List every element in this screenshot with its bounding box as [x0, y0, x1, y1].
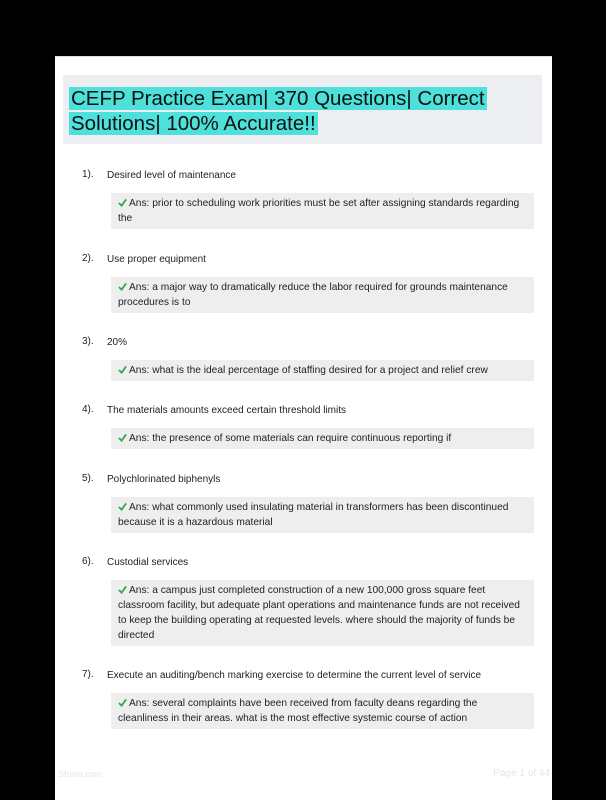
checkmark-icon: [118, 502, 127, 511]
answer-text: Ans: a campus just completed construction of a new 100,000 gross square feet classroom facility, but adequate plant operations and maintenance funds are not received to keep the building operating at requested levels. where should the majority of funds be directed: [118, 585, 520, 641]
answer-box: [111, 360, 534, 381]
footer-page-number: Page 1 of 44: [493, 768, 550, 779]
document-page: [55, 57, 552, 800]
checkmark-icon: [118, 282, 127, 291]
footer-site-watermark: Stuvia.com: [58, 769, 103, 779]
answer-text: Ans: prior to scheduling work priorities must be set after assigning standards regarding the: [118, 198, 520, 224]
checkmark-icon: [118, 198, 127, 207]
question-number: 4).: [82, 404, 94, 415]
question-text: Execute an auditing/bench marking exercise to determine the current level of service: [107, 670, 482, 681]
answer-text: Ans: what commonly used insulating material in transformers has been discontinued because it is a hazardous material: [118, 502, 509, 528]
answer-box: [111, 497, 534, 533]
document-title: CEFP Practice Exam| 370 Questions| Correct Solutions| 100% Accurate!!: [71, 87, 485, 135]
question-number: 7).: [82, 669, 94, 680]
checkmark-icon: [118, 698, 127, 707]
checkmark-icon: [118, 585, 127, 594]
answer-text: Ans: a major way to dramatically reduce the labor required for grounds maintenance procedures is to: [118, 282, 508, 308]
question-number: 5).: [82, 473, 94, 484]
answer-box: [111, 428, 534, 449]
answer-box: [111, 580, 534, 646]
question-number: 1).: [82, 169, 94, 180]
checkmark-icon: [118, 365, 127, 374]
question-text: Desired level of maintenance: [107, 170, 236, 181]
answer-text: Ans: the presence of some materials can require continuous reporting if: [129, 433, 452, 444]
answer-box: [111, 693, 534, 729]
answer-box: [111, 277, 534, 313]
answer-text: Ans: what is the ideal percentage of staffing desired for a project and relief crew: [129, 365, 488, 376]
question-number: 3).: [82, 336, 94, 347]
checkmark-icon: [118, 433, 127, 442]
answer-box: [111, 193, 534, 229]
question-text: Polychlorinated biphenyls: [107, 474, 221, 485]
question-text: 20%: [107, 337, 128, 348]
question-text: Custodial services: [107, 557, 189, 568]
title-banner: [63, 75, 542, 144]
question-number: 2).: [82, 253, 94, 264]
question-text: Use proper equipment: [107, 254, 206, 265]
question-number: 6).: [82, 556, 94, 567]
answer-text: Ans: several complaints have been received from faculty deans regarding the cleanliness in their areas. what is the most effective systemic course of action: [118, 698, 478, 724]
question-text: The materials amounts exceed certain threshold limits: [107, 405, 346, 416]
